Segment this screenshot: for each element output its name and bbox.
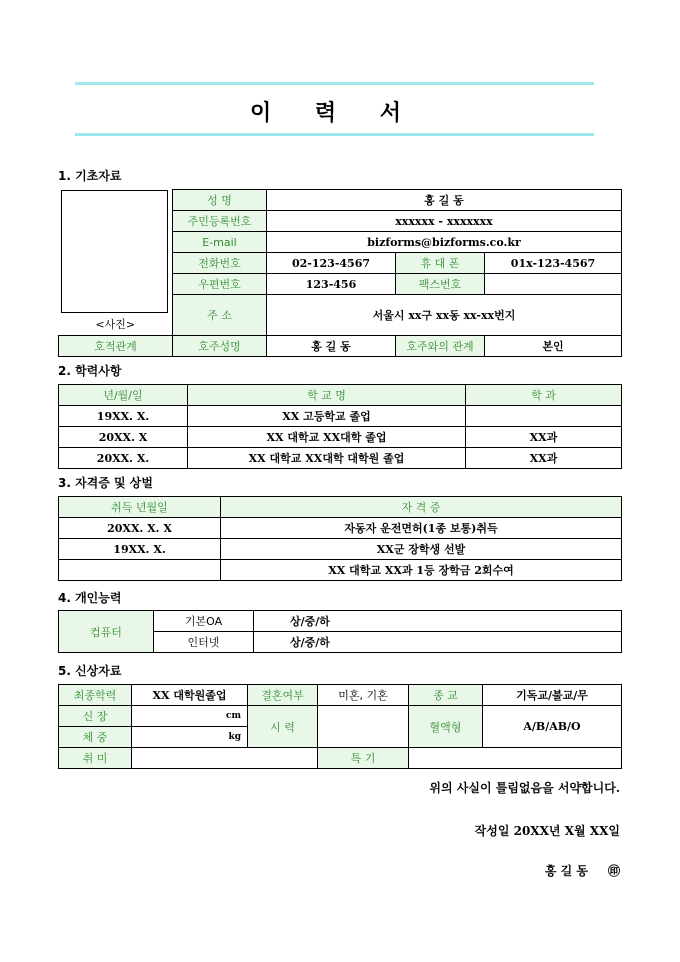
seal-icon: ㊞: [607, 864, 620, 878]
section-license-heading: 3. 자격증 및 상벌: [58, 476, 153, 490]
edu-header-major: 학 과: [466, 385, 622, 406]
license-date[interactable]: 19XX. X.: [59, 539, 221, 560]
photo-caption: <사진>: [95, 317, 136, 331]
blood-label: 혈액형: [409, 706, 483, 748]
pledge-text: 위의 사실이 틀림없음을 서약합니다.: [429, 781, 620, 795]
education-table: [58, 384, 622, 469]
phone-value[interactable]: 02-123-4567: [267, 253, 396, 274]
edu-date[interactable]: 19XX. X.: [59, 406, 188, 427]
blood-value[interactable]: A/B/AB/O: [483, 706, 622, 748]
ability-item-label: 인터넷: [154, 632, 254, 653]
weight-label: 체 중: [59, 727, 132, 748]
religion-value[interactable]: 기독교/불교/무: [483, 685, 622, 706]
written-date: 작성일 20XX년 X월 XX일: [474, 824, 620, 838]
address-label: 주 소: [173, 295, 267, 336]
license-name[interactable]: XX 대학교 XX과 1등 장학금 2회수여: [221, 560, 622, 581]
special-label: 특 기: [318, 748, 409, 769]
edu-header-school: 학 교 명: [188, 385, 466, 406]
name-label: 성 명: [173, 190, 267, 211]
license-table: [58, 496, 622, 581]
religion-label: 종 교: [409, 685, 483, 706]
phone-label: 전화번호: [173, 253, 267, 274]
mobile-label: 휴 대 폰: [396, 253, 485, 274]
edu-major[interactable]: XX과: [466, 427, 622, 448]
title-top-rule: [75, 82, 594, 85]
head-name-label: 호주성명: [173, 336, 267, 357]
height-unit[interactable]: cm: [132, 706, 248, 727]
id-label: 주민등록번호: [173, 211, 267, 232]
table-row: [59, 427, 622, 448]
signer-name: 홍 길 동: [544, 864, 588, 878]
signature-line: [545, 862, 620, 879]
edu-major[interactable]: XX과: [466, 448, 622, 469]
ability-item-value[interactable]: 상/중/하: [254, 611, 622, 632]
table-row: [59, 518, 622, 539]
email-value[interactable]: bizforms@bizforms.co.kr: [267, 232, 622, 253]
table-row: [59, 406, 622, 427]
section-personal-heading: 5. 신상자료: [58, 664, 122, 678]
zip-label: 우편번호: [173, 274, 267, 295]
edu-school[interactable]: XX 대학교 XX대학 대학원 졸업: [188, 448, 466, 469]
ability-item-label: 기본OA: [154, 611, 254, 632]
table-row: [59, 560, 622, 581]
section-ability-heading: 4. 개인능력: [58, 591, 122, 605]
license-name[interactable]: 자동자 운전면허(1종 보통)취득: [221, 518, 622, 539]
head-name-value[interactable]: 홍 길 동: [267, 336, 396, 357]
license-header-name: 자 격 증: [221, 497, 622, 518]
license-date[interactable]: 20XX. X. X: [59, 518, 221, 539]
zip-value[interactable]: 123-456: [267, 274, 396, 295]
edu-major[interactable]: [466, 406, 622, 427]
license-header-date: 취득 년월일: [59, 497, 221, 518]
marriage-value[interactable]: 미혼, 기혼: [318, 685, 409, 706]
marriage-label: 결혼여부: [248, 685, 318, 706]
hobby-value[interactable]: [132, 748, 318, 769]
document-title: 이 력 서: [249, 100, 420, 126]
address-value[interactable]: 서울시 xx구 xx동 xx-xx번지: [267, 295, 622, 336]
edu-school[interactable]: XX 대학교 XX대학 졸업: [188, 427, 466, 448]
height-label: 신 장: [59, 706, 132, 727]
email-label: E-mail: [173, 232, 267, 253]
relation-label: 호주와의 관계: [396, 336, 485, 357]
ability-item-value[interactable]: 상/중/하: [254, 632, 622, 653]
mobile-value[interactable]: 01x-123-4567: [485, 253, 622, 274]
section-education-heading: 2. 학력사항: [58, 364, 122, 378]
edu-school[interactable]: XX 고등학교 졸업: [188, 406, 466, 427]
license-name[interactable]: XX군 장학생 선발: [221, 539, 622, 560]
relation-value[interactable]: 본인: [485, 336, 622, 357]
eyesight-value[interactable]: [318, 706, 409, 748]
fax-label: 팩스번호: [396, 274, 485, 295]
ability-table: [58, 610, 622, 653]
photo-placeholder[interactable]: [61, 190, 168, 313]
photo-cell: [59, 190, 173, 336]
edu-date[interactable]: 20XX. X.: [59, 448, 188, 469]
fax-value[interactable]: [485, 274, 622, 295]
computer-label: 컴퓨터: [59, 611, 154, 653]
section-basic-heading: 1. 기초자료: [58, 169, 122, 183]
license-date[interactable]: [59, 560, 221, 581]
family-relation-label: 호적관계: [59, 336, 173, 357]
personal-table: [58, 684, 622, 769]
table-row: [59, 448, 622, 469]
name-value[interactable]: 홍 길 동: [267, 190, 622, 211]
final-edu-label: 최종학력: [59, 685, 132, 706]
weight-unit[interactable]: kg: [132, 727, 248, 748]
id-value[interactable]: xxxxxx - xxxxxxx: [267, 211, 622, 232]
special-value[interactable]: [409, 748, 622, 769]
basic-info-table: [58, 189, 622, 357]
title-bottom-rule: [75, 133, 594, 136]
edu-header-date: 년/월/일: [59, 385, 188, 406]
final-edu-value[interactable]: XX 대학원졸업: [132, 685, 248, 706]
hobby-label: 취 미: [59, 748, 132, 769]
table-row: [59, 539, 622, 560]
edu-date[interactable]: 20XX. X: [59, 427, 188, 448]
eyesight-label: 시 력: [248, 706, 318, 748]
